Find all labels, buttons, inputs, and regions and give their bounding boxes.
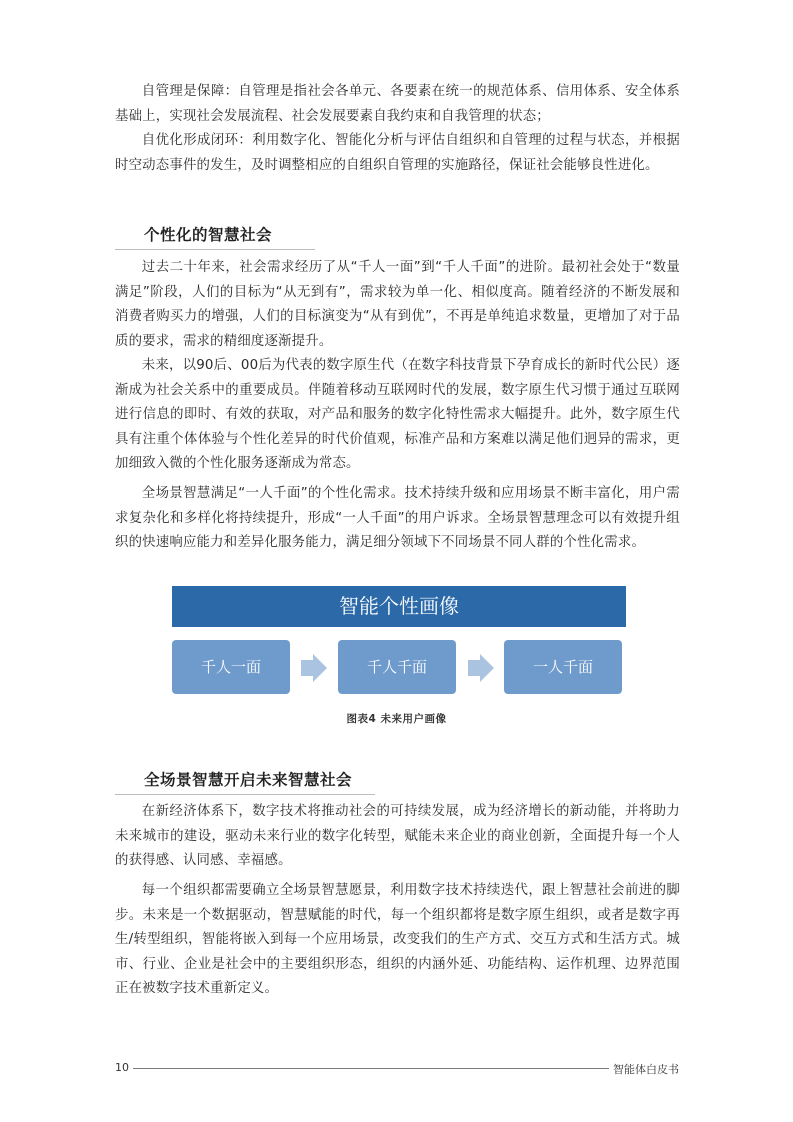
section2-paragraph-2: 每一个组织都需要确立全场景智慧愿景，利用数字技术持续迭代，跟上智慧社会前进的脚步。未来是一个数据驱动，智慧赋能的时代，每一个组织都将是数字原生组织，或者是数字再生/转型组织，智能将嵌入到每一个应用场景，改变我们的生产方式、交互方式和生活方式。城市、行业、企业是社会中的主要组织形态，组织的内涵外延、功能结构、运作机理、边界范围正在被数字技术重新定义。 — [115, 883, 680, 996]
footer-doc-title: 智能体白皮书 — [613, 1063, 679, 1076]
footer-divider — [133, 1068, 609, 1069]
diagram-step-2: 千人千面 — [338, 640, 456, 694]
section2-paragraph-1: 在新经济体系下，数字技术将推动社会的可持续发展，成为经济增长的新动能，并将助力未来城市的建设，驱动未来行业的数字化转型，赋能未来企业的商业创新，全面提升每一个人的获得感、认同感、幸福感。 — [115, 804, 680, 868]
section-heading-text: 全场景智慧开启未来智慧社会 — [144, 771, 353, 789]
section-heading-full-scenario — [115, 766, 375, 795]
intro-paragraph-self-optimization: 自优化形成闭环：利用数字化、智能化分析与评估自组织和自管理的过程与状态，并根据时空动态事件的发生，及时调整相应的自组织自管理的实施路径，保证社会能够良性进化。 — [115, 133, 680, 173]
section-heading-text: 个性化的智慧社会 — [144, 226, 273, 244]
figure-caption: 图表4 未来用户画像 — [346, 713, 447, 725]
page-number: 10 — [115, 1061, 129, 1074]
diagram-step-3: 一人千面 — [504, 640, 622, 694]
intro-paragraph-self-management: 自管理是保障：自管理是指社会各单元、各要素在统一的规范体系、信用体系、安全体系基础上，实现社会发展流程、社会发展要素自我约束和自我管理的状态； — [115, 84, 680, 124]
section1-paragraph-2: 未来，以90后、00后为代表的数字原生代（在数字科技背景下孕育成长的新时代公民）逐渐成为社会关系中的重要成员。伴随着移动互联网时代的发展，数字原生代习惯于通过互联网进行信息的即时、有效的获取，对产品和服务的数字化特性需求大幅提升。此外，数字原生代具有注重个体体验与个性化差异的时代价值观，标准产品和方案难以满足他们迥异的需求，更加细致入微的个性化服务逐渐成为常态。 — [115, 358, 680, 471]
diagram-step-1: 千人一面 — [172, 640, 290, 694]
right-arrow-icon — [468, 654, 494, 682]
section1-paragraph-1: 过去二十年来，社会需求经历了从“千人一面”到“千人千面”的进阶。最初社会处于“数量满足”阶段，人们的目标为“从无到有”，需求较为单一化、相似度高。随着经济的不断发展和消费者购买力的增强，人们的目标演变为“从有到优”，不再是单纯追求数量，更增加了对于品质的要求，需求的精细度逐渐提升。 — [115, 260, 680, 349]
diagram-title-banner: 智能个性画像 — [172, 586, 626, 627]
section-heading-personalized — [115, 221, 315, 250]
right-arrow-icon — [301, 654, 327, 682]
section1-paragraph-3: 全场景智慧满足“一人千面”的个性化需求。技术持续升级和应用场景不断丰富化，用户需求复杂化和多样化将持续提升，形成“一人千面”的用户诉求。全场景智慧理念可以有效提升组织的快速响应能力和差异化服务能力，满足细分领域下不同场景不同人群的个性化需求。 — [115, 486, 680, 550]
